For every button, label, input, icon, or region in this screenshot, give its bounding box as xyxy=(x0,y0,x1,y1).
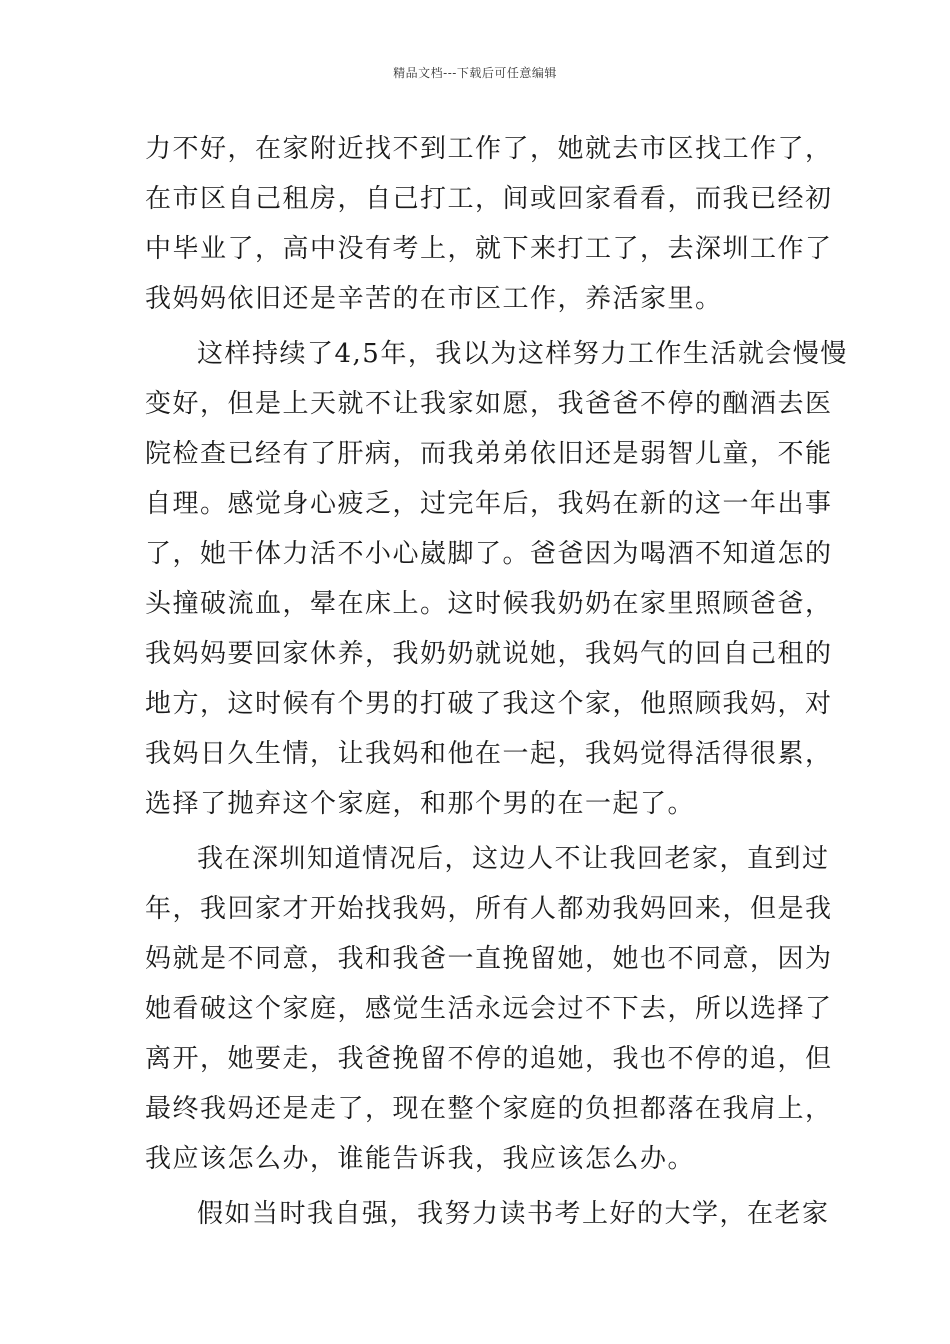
text-line: 我妈妈依旧还是辛苦的在市区工作，养活家里。 xyxy=(145,284,723,314)
text-line: 了，她干体力活不小心崴脚了。爸爸因为喝酒不知道怎的 xyxy=(145,539,833,569)
text-line: 假如当时我自强，我努力读书考上好的大学，在老家 xyxy=(197,1199,830,1229)
text-line: 我在深圳知道情况后，这边人不让我回老家，直到过 xyxy=(197,844,830,874)
paragraph-3 xyxy=(145,834,833,1184)
text-line: 她看破这个家庭，感觉生活永远会过不下去，所以选择了 xyxy=(145,994,833,1024)
paragraph-4 xyxy=(145,1189,830,1239)
text-line: 选择了抛弃这个家庭，和那个男的在一起了。 xyxy=(145,789,696,819)
text-line: 我应该怎么办，谁能告诉我，我应该怎么办。 xyxy=(145,1144,696,1174)
text-line: 最终我妈还是走了，现在整个家庭的负担都落在我肩上， xyxy=(145,1094,833,1124)
text-line: 这样持续了4,5年，我以为这样努力工作生活就会慢慢 xyxy=(197,339,848,369)
document-body xyxy=(145,124,848,1239)
text-line: 离开，她要走，我爸挽留不停的追她，我也不停的追，但 xyxy=(145,1044,833,1074)
text-line: 我妈日久生情，让我妈和他在一起，我妈觉得活得很累， xyxy=(145,739,833,769)
text-line: 妈就是不同意，我和我爸一直挽留她，她也不同意，因为 xyxy=(145,944,833,974)
text-line: 中毕业了，高中没有考上，就下来打工了，去深圳工作了 xyxy=(145,234,833,264)
text-line: 年，我回家才开始找我妈，所有人都劝我妈回来，但是我 xyxy=(145,894,833,924)
text-line: 自理。感觉身心疲乏，过完年后，我妈在新的这一年出事 xyxy=(145,489,833,519)
text-line: 力不好，在家附近找不到工作了，她就去市区找工作了， xyxy=(145,134,833,164)
text-line: 变好，但是上天就不让我家如愿，我爸爸不停的酗酒去医 xyxy=(145,389,833,419)
page-header: 精品文档---下载后可任意编辑 xyxy=(393,66,557,80)
paragraph-1 xyxy=(145,124,833,324)
text-line: 头撞破流血，晕在床上。这时候我奶奶在家里照顾爸爸， xyxy=(145,589,833,619)
text-line: 地方，这时候有个男的打破了我这个家，他照顾我妈，对 xyxy=(145,689,833,719)
paragraph-2 xyxy=(145,329,848,829)
text-line: 院检查已经有了肝病，而我弟弟依旧还是弱智儿童，不能 xyxy=(145,439,833,469)
text-line: 我妈妈要回家休养，我奶奶就说她，我妈气的回自己租的 xyxy=(145,639,833,669)
text-line: 在市区自己租房，自己打工，间或回家看看，而我已经初 xyxy=(145,184,833,214)
